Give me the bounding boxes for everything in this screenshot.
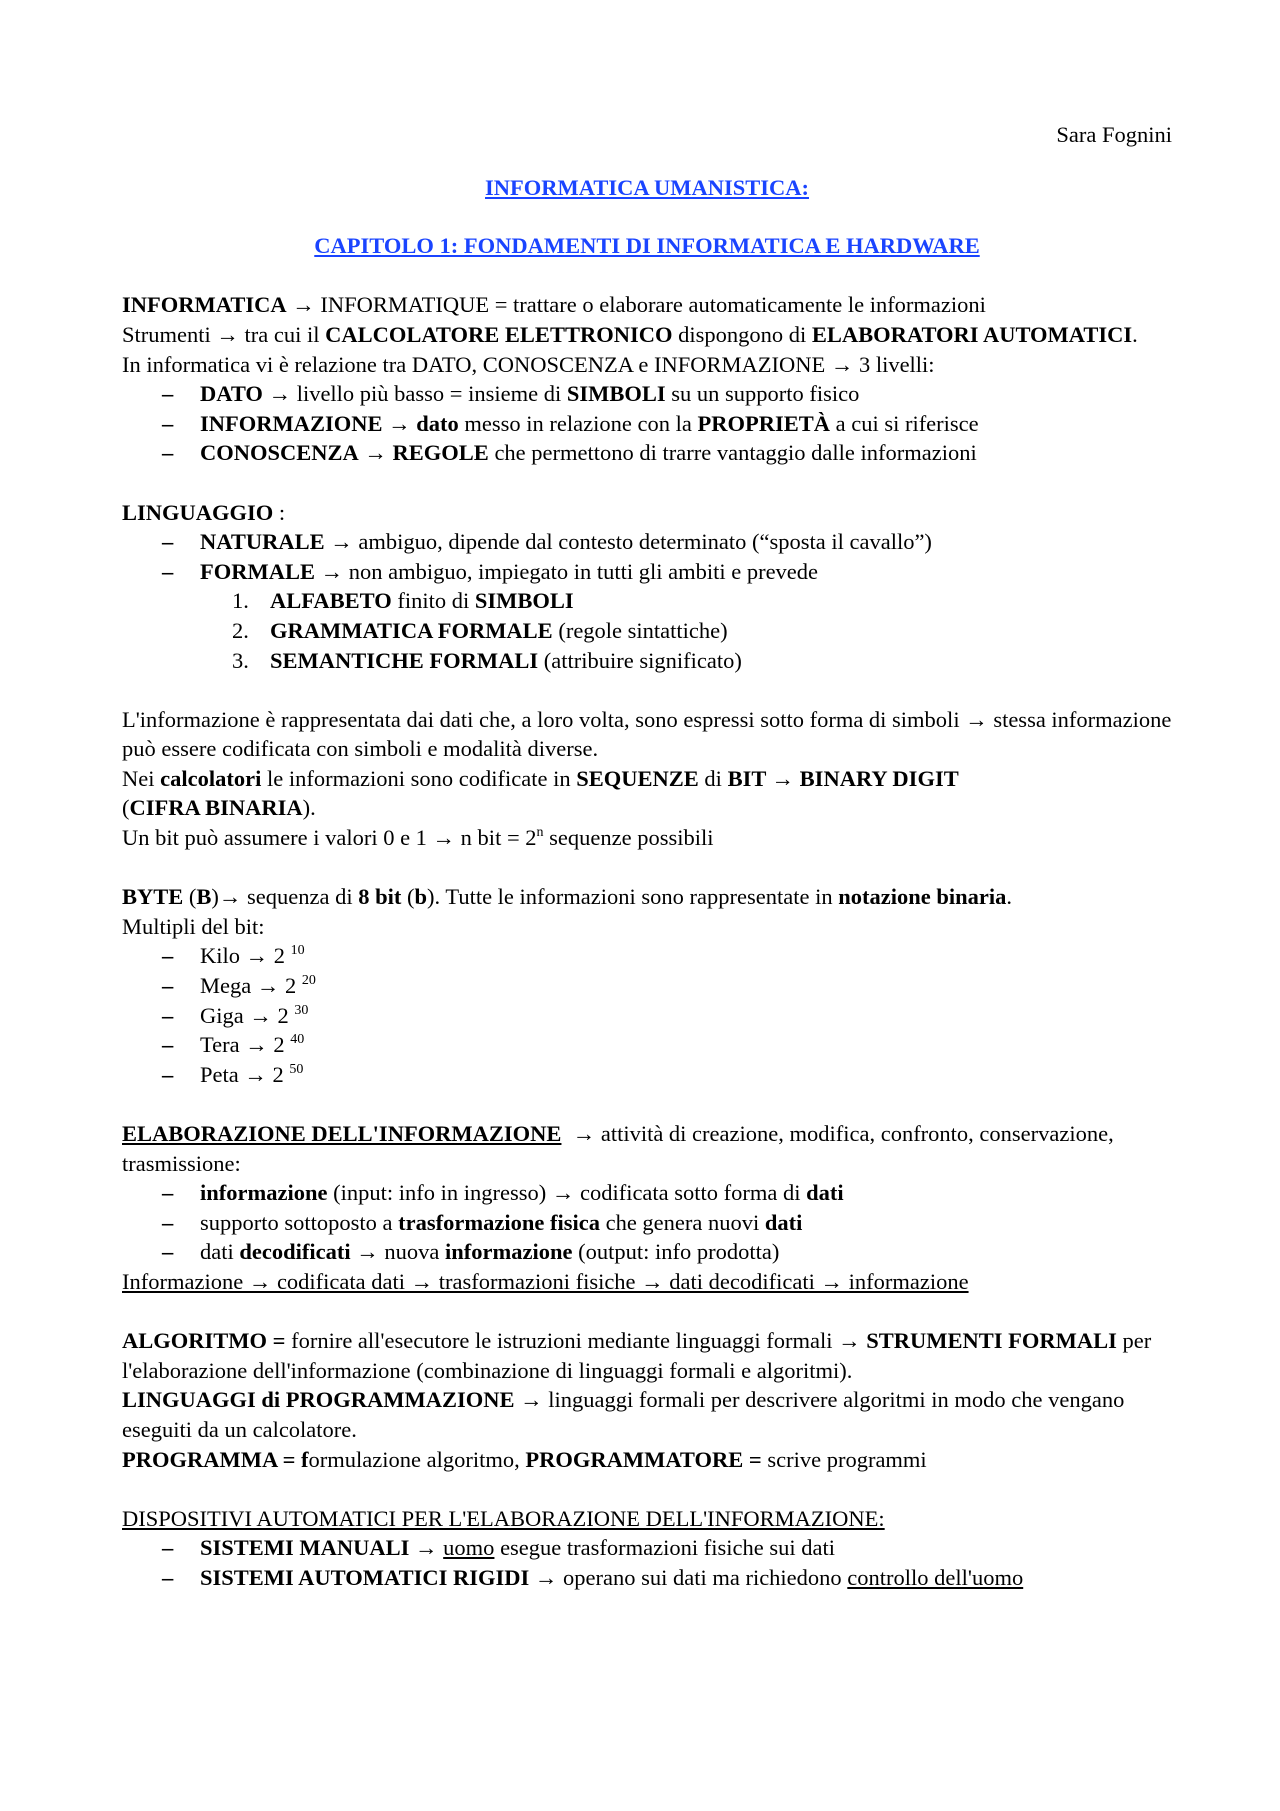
document-title-link[interactable]: INFORMATICA UMANISTICA: xyxy=(485,174,809,200)
author-name: Sara Fognini xyxy=(1056,122,1172,147)
list-item: 2. GRAMMATICA FORMALE (regole sintattiche) xyxy=(232,617,728,643)
list-item: – Kilo → 2 $^{10}$ xyxy=(162,941,1172,971)
livelli-list xyxy=(122,379,1172,468)
list-item: – Peta → 2 $^{50}$ xyxy=(162,1060,1172,1090)
strumenti-paragraph: Strumenti → tra cui il CALCOLATORE ELETTRONICO dispongono di ELABORATORI AUTOMATICI. xyxy=(122,321,1138,347)
spacer xyxy=(122,1089,1172,1119)
document-content xyxy=(122,120,1172,1593)
list-item: – dati decodificati → nuova informazione (output: info prodotta) xyxy=(162,1237,1172,1267)
list-item: – supporto sottoposto a trasformazione fisica che genera nuovi dati xyxy=(162,1208,1172,1238)
elaborazione-heading: ELABORAZIONE DELL'INFORMAZIONE → attività di creazione, modifica, confronto, conservazione, trasmissione: xyxy=(122,1121,1120,1176)
list-item: – NATURALE → ambiguo, dipende dal contesto determinato (“sposta il cavallo”) xyxy=(162,527,1172,557)
bit-paragraph: Un bit può assumere i valori 0 e 1 → n bit = $2^n$ sequenze possibili xyxy=(122,825,714,851)
chapter-title xyxy=(122,231,1172,261)
spacer xyxy=(122,468,1172,498)
spacer xyxy=(122,261,1172,291)
formale-list xyxy=(122,586,1172,675)
list-item: – Mega → 2 $^{20}$ xyxy=(162,971,1172,1001)
informatica-definition: INFORMATICA → INFORMATIQUE = trattare o elaborare automaticamente le informazioni xyxy=(122,292,986,318)
list-item: 1. ALFABETO finito di SIMBOLI xyxy=(232,588,574,614)
document-title xyxy=(122,173,1172,203)
livelli-paragraph: In informatica vi è relazione tra DATO, CONOSCENZA e INFORMAZIONE → 3 livelli: xyxy=(122,351,935,377)
dispositivi-list xyxy=(122,1533,1172,1592)
list-item: – Giga → 2 $^{30}$ xyxy=(162,1001,1172,1031)
list-item: – Tera → 2 $^{40}$ xyxy=(162,1030,1172,1060)
informazione-paragraph: L'informazione è rappresentata dai dati che, a loro volta, sono espressi sotto forma di simboli → stessa informazione può essere codificata con simboli e modalità diverse. xyxy=(122,706,1172,762)
list-item: – SISTEMI MANUALI → uomo esegue trasformazioni fisiche sui dati xyxy=(162,1533,1172,1563)
list-item: – SISTEMI AUTOMATICI RIGIDI → operano sui dati ma richiedono controllo dell'uomo xyxy=(162,1563,1172,1593)
list-item: 3. SEMANTICHE FORMALI (attribuire significato) xyxy=(232,647,742,673)
spacer xyxy=(122,853,1172,883)
programma-paragraph: PROGRAMMA = formulazione algoritmo, PROGRAMMATORE = scrive programmi xyxy=(122,1446,927,1472)
spacer xyxy=(122,1297,1172,1327)
multipli-list xyxy=(122,941,1172,1089)
linguaggi-programmazione-paragraph: LINGUAGGI di PROGRAMMAZIONE → linguaggi formali per descrivere algoritmi in modo che vengano eseguiti da un calcolatore. xyxy=(122,1387,1125,1442)
dispositivi-heading: DISPOSITIVI AUTOMATICI PER L'ELABORAZIONE DELL'INFORMAZIONE: xyxy=(122,1505,885,1531)
list-item: – INFORMAZIONE → dato messo in relazione con la PROPRIETÀ a cui si riferisce xyxy=(162,409,1172,439)
chapter-title-link[interactable]: CAPITOLO 1: FONDAMENTI DI INFORMATICA E HARDWARE xyxy=(314,233,980,259)
linguaggio-heading: LINGUAGGIO : xyxy=(122,499,286,525)
elaborazione-flow: Informazione → codificata dati → trasformazioni fisiche → dati decodificati → informazione xyxy=(122,1268,969,1294)
calcolatori-paragraph: Nei calcolatori le informazioni sono codificate in SEQUENZE di BIT → BINARY DIGIT (CIFRA BINARIA). xyxy=(122,765,959,821)
multipli-label: Multipli del bit: xyxy=(122,913,265,939)
list-item: – informazione (input: info in ingresso) → codificata sotto forma di dati xyxy=(162,1178,1172,1208)
list-item: – CONOSCENZA → REGOLE che permettono di trarre vantaggio dalle informazioni xyxy=(162,438,1172,468)
list-item: – DATO → livello più basso = insieme di SIMBOLI su un supporto fisico xyxy=(162,379,1172,409)
byte-paragraph: BYTE (B)→ sequenza di 8 bit (b). Tutte le informazioni sono rappresentate in notazione binaria. xyxy=(122,884,1012,910)
spacer xyxy=(122,675,1172,705)
list-item: – FORMALE → non ambiguo, impiegato in tutti gli ambiti e prevede xyxy=(162,557,1172,587)
spacer xyxy=(122,1474,1172,1504)
algoritmo-paragraph: ALGORITMO = fornire all'esecutore le istruzioni mediante linguaggi formali → STRUMENTI FORMALI per l'elaborazione dell'informazione (combinazione di linguaggi formali e algoritmi). xyxy=(122,1328,1152,1383)
elaborazione-list xyxy=(122,1178,1172,1267)
linguaggio-list xyxy=(122,527,1172,586)
